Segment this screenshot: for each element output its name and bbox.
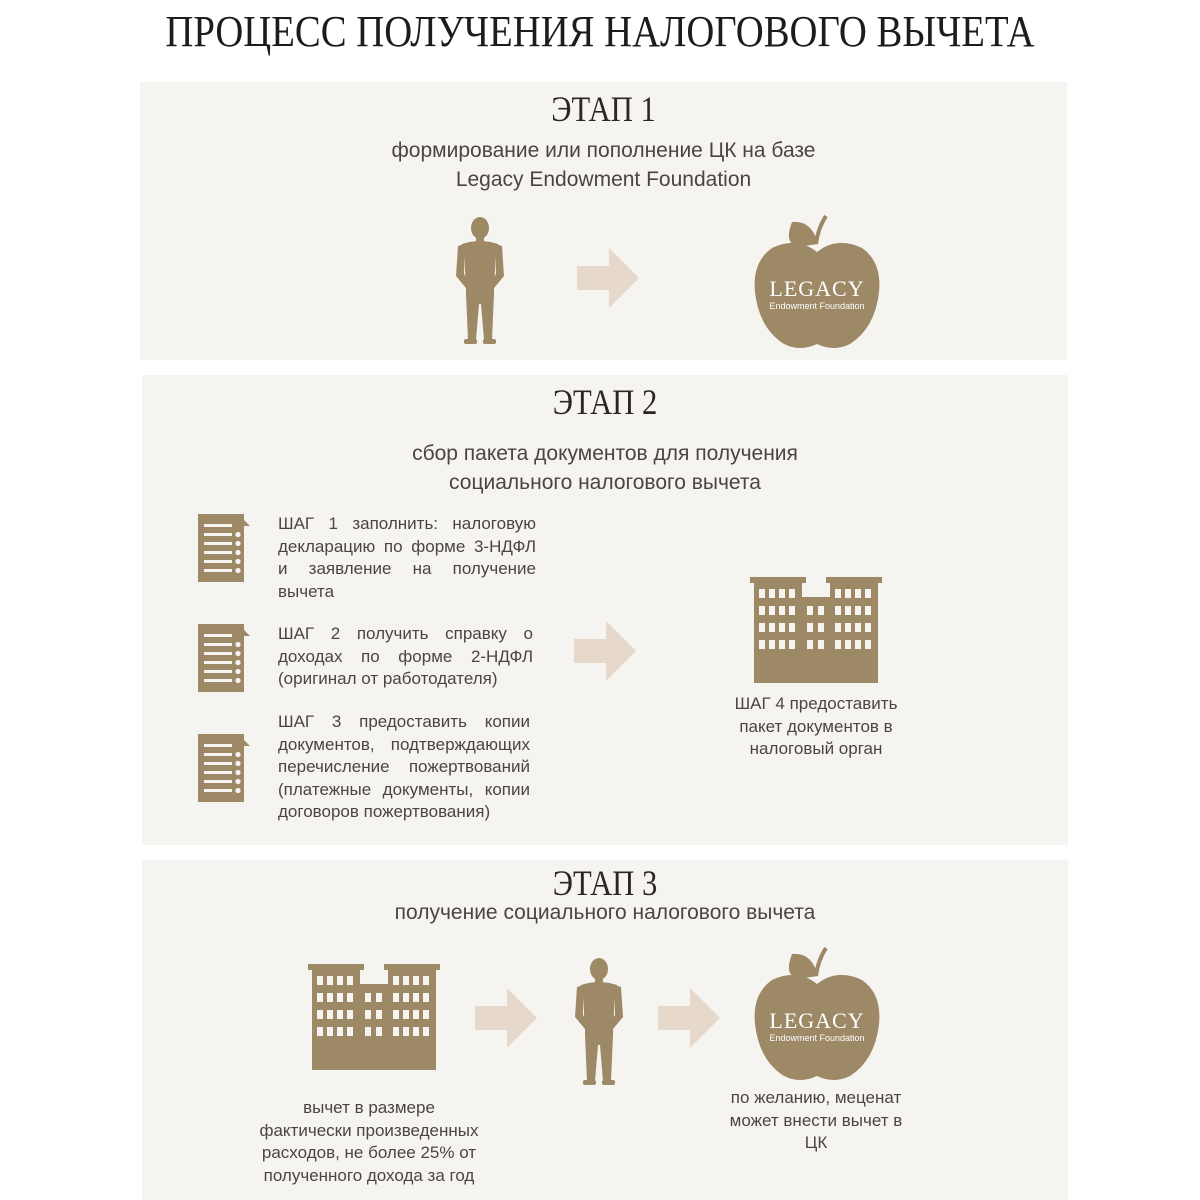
stage-1-heading: ЭТАП 1 bbox=[551, 89, 656, 129]
step-1-line: ШАГ 1 заполнить: налоговую bbox=[278, 514, 536, 533]
step-1-line: декларацию по форме 3-НДФЛ bbox=[278, 536, 536, 556]
stage-1-desc-line-2: Legacy Endowment Foundation bbox=[455, 168, 752, 191]
legacy-apple-logo bbox=[752, 210, 882, 350]
stage-3-description: получение социального налогового вычета bbox=[394, 901, 816, 924]
logo-word: LEGACY bbox=[769, 276, 865, 301]
arrow-right-icon bbox=[475, 988, 537, 1048]
legacy-apple-logo bbox=[752, 942, 882, 1082]
step-1-text bbox=[278, 513, 536, 603]
logo-word: LEGACY bbox=[769, 1008, 865, 1033]
stage-3-panel bbox=[142, 860, 1068, 1200]
document-icon bbox=[198, 624, 250, 692]
step-4-line: налоговый орган bbox=[749, 739, 883, 758]
stage-1-desc-line-1: формирование или пополнение ЦК на базе bbox=[391, 139, 816, 162]
step-1-line: и заявление на получение bbox=[278, 559, 536, 578]
stage-2-description bbox=[142, 439, 1068, 497]
patron-line: может внести вычет в bbox=[729, 1110, 903, 1130]
stage-3-heading: ЭТАП 3 bbox=[552, 863, 658, 903]
deduction-line: фактически произведенных bbox=[259, 1120, 479, 1140]
logo-tagline: Endowment Foundation bbox=[769, 1033, 865, 1043]
patron-line: ЦК bbox=[804, 1133, 828, 1152]
deduction-amount-text bbox=[246, 1097, 492, 1187]
step-4-line: пакет документов в bbox=[739, 716, 893, 736]
patron-option-text bbox=[710, 1087, 922, 1155]
person-icon bbox=[569, 956, 629, 1088]
document-icon bbox=[198, 514, 250, 582]
step-1-line: вычета bbox=[278, 581, 335, 601]
step-3-text bbox=[278, 711, 530, 824]
arrow-right-icon bbox=[577, 248, 639, 308]
patron-line: по желанию, меценат bbox=[730, 1088, 902, 1107]
person-icon bbox=[450, 215, 510, 347]
stage-2-desc-line-2: социального налогового вычета bbox=[449, 471, 761, 494]
deduction-line: расходов, не более 25% от bbox=[261, 1143, 477, 1162]
page-title: ПРОЦЕСС ПОЛУЧЕНИЯ НАЛОГОВОГО ВЫЧЕТА bbox=[165, 7, 1035, 56]
step-4-line: ШАГ 4 предоставить bbox=[734, 694, 898, 713]
tax-office-building-icon bbox=[750, 577, 882, 683]
step-3-line: документов, подтверждающих bbox=[278, 734, 530, 754]
step-3-line: договоров пожертвования) bbox=[278, 802, 491, 821]
document-icon bbox=[198, 734, 250, 802]
stage-1-panel bbox=[140, 82, 1067, 360]
stage-1-description bbox=[140, 136, 1067, 194]
tax-office-building-icon bbox=[308, 964, 440, 1070]
deduction-line: полученного дохода за год bbox=[263, 1165, 475, 1185]
step-3-line: ШАГ 3 предоставить копии bbox=[278, 712, 530, 731]
step-2-line: (оригинал от работодателя) bbox=[278, 669, 498, 688]
step-2-text bbox=[278, 623, 533, 691]
step-2-line: ШАГ 2 получить справку о bbox=[278, 624, 533, 643]
stage-2-desc-line-1: сбор пакета документов для получения bbox=[412, 442, 798, 465]
arrow-right-icon bbox=[658, 988, 720, 1048]
step-4-text bbox=[716, 693, 916, 761]
arrow-right-icon bbox=[574, 621, 636, 681]
stage-2-heading: ЭТАП 2 bbox=[552, 382, 658, 422]
step-3-line: перечисление пожертвований bbox=[278, 757, 530, 776]
deduction-line: вычет в размере bbox=[303, 1098, 435, 1117]
stage-2-panel bbox=[142, 375, 1068, 845]
logo-tagline: Endowment Foundation bbox=[769, 301, 865, 311]
step-3-line: (платежные документы, копии bbox=[278, 779, 530, 799]
step-2-line: доходах по форме 2-НДФЛ bbox=[278, 646, 533, 666]
